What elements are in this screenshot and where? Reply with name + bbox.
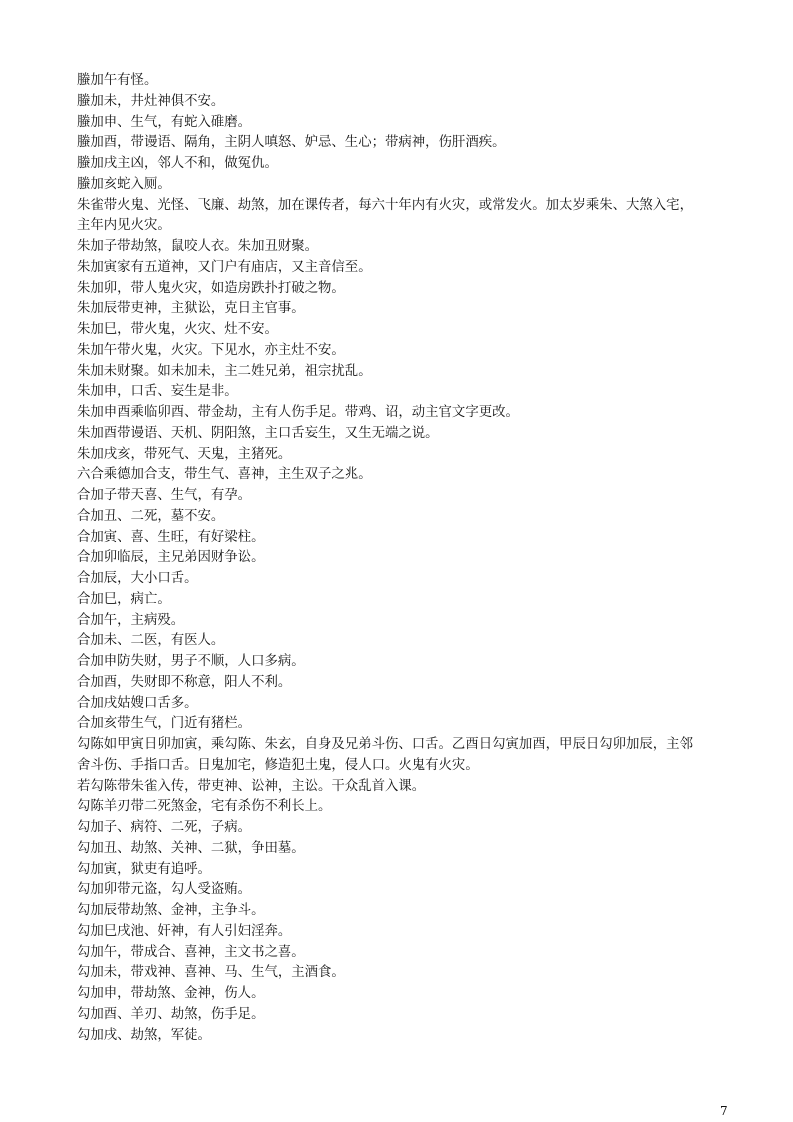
text-line: 螣加戌主凶，邻人不和，做冤仇。 — [77, 156, 278, 171]
text-line: 朱加酉带谩语、天机、阴阳煞，主口舌妄生，又生无端之说。 — [77, 425, 439, 441]
text-line: 合加丑、二死，墓不安。 — [77, 508, 225, 524]
text-line: 朱加卯，带人鬼火灾，如造房跌扑打破之物。 — [77, 280, 345, 296]
text-line: 朱加未财聚。如未加未，主二姓兄弟，祖宗扰乱。 — [77, 363, 372, 379]
text-line: 勾加辰带劫煞、金神，主争斗。 — [77, 903, 265, 918]
text-line: 勾加寅，狱吏有追呼。 — [77, 861, 211, 877]
text-line: 合加巳，病亡。 — [77, 591, 171, 607]
text-line: 螣加亥蛇入厕。 — [77, 176, 171, 192]
text-line: 勾加子、病符、二死，子病。 — [77, 820, 252, 835]
text-line: 合加戌姑嫂口舌多。 — [77, 695, 198, 711]
text-line: 主年内见火灾。 — [77, 218, 171, 234]
text-line: 朱加寅家有五道神，又门户有庙店，又主音信至。 — [77, 259, 372, 275]
body-text — [77, 71, 727, 1046]
text-line: 合加卯临辰，主兄弟因财争讼。 — [77, 550, 265, 566]
text-line: 合加申防失财，男子不顺，人口多病。 — [77, 654, 305, 669]
text-line: 合加未、二医，有医人。 — [77, 633, 225, 649]
text-line: 朱加午带火鬼，火灾。下见水，亦主灶不安。 — [77, 342, 345, 358]
text-line: 若勾陈带朱雀入传，带吏神、讼神，主讼。干众乱首入课。 — [77, 778, 426, 794]
text-line: 朱加戌亥，带死气、天鬼，主猪死。 — [77, 446, 292, 462]
text-line: 勾陈羊刃带二死煞金，宅有杀伤不利长上。 — [77, 799, 332, 815]
text-line: 勾加巳戌池、奸神，有人引妇淫奔。 — [77, 923, 292, 939]
text-line: 合加午，主病殁。 — [77, 612, 185, 628]
text-line: 勾加卯带元盗，勾人受盗贿。 — [77, 882, 252, 898]
text-line: 勾加酉、羊刃、劫煞，伤手足。 — [77, 1006, 265, 1022]
text-line: 合加子带天喜、生气，有孕。 — [77, 488, 252, 503]
text-line: 舍斗伤、手指口舌。日鬼加宅，修造犯土鬼，侵人口。火鬼有火灾。 — [77, 757, 479, 773]
text-line: 朱加申，口舌、妄生是非。 — [77, 384, 238, 400]
text-line: 螣加未，井灶神俱不安。 — [77, 93, 225, 109]
text-line: 勾加丑、劫煞、关神、二狱，争田墓。 — [77, 840, 305, 856]
text-line: 朱加子带劫煞，鼠咬人衣。朱加丑财聚。 — [77, 239, 319, 254]
text-line: 勾加戌、劫煞，军徒。 — [77, 1027, 211, 1043]
text-line: 螣加午有怪。 — [77, 73, 158, 88]
text-line: 合加酉，失财即不称意，阳人不利。 — [77, 674, 292, 690]
text-line: 合加寅、喜、生旺，有好梁柱。 — [77, 529, 265, 545]
text-line: 勾加未，带戏神、喜神、马、生气，主酒食。 — [77, 965, 345, 981]
text-line: 勾加午，带成合、喜神，主文书之喜。 — [77, 944, 305, 960]
text-line: 勾加申，带劫煞、金神，伤人。 — [77, 986, 265, 1001]
text-line: 朱加辰带吏神，主狱讼，克日主官事。 — [77, 301, 305, 317]
text-line: 朱加巳，带火鬼，火灾、灶不安。 — [77, 322, 278, 337]
text-line: 合加亥带生气，门近有猪栏。 — [77, 716, 252, 732]
text-line: 六合乘德加合支，带生气、喜神，主生双子之兆。 — [77, 467, 372, 483]
text-line: 勾陈如甲寅日卯加寅，乘勾陈、朱玄，自身及兄弟斗伤、口舌。乙酉日勾寅加酉，甲辰日勾卯加辰，主邻 — [77, 737, 693, 752]
text-line: 合加辰，大小口舌。 — [77, 571, 198, 586]
text-line: 朱加申酉乘临卯酉、带金劫，主有人伤手足。带鸡、诏，动主官文字更改。 — [77, 405, 519, 420]
page-number: 7 — [720, 1104, 728, 1118]
text-line: 朱雀带火鬼、光怪、飞廉、劫煞，加在课传者，每六十年内有火灾，或常发火。加太岁乘朱、大煞入宅， — [77, 197, 693, 213]
text-line: 螣加申、生气，有蛇入碓磨。 — [77, 114, 252, 130]
text-line: 螣加酉，带谩语、隔角，主阴人嗔怒、妒忌、生心；带病神，伤肝酒疾。 — [77, 135, 506, 151]
